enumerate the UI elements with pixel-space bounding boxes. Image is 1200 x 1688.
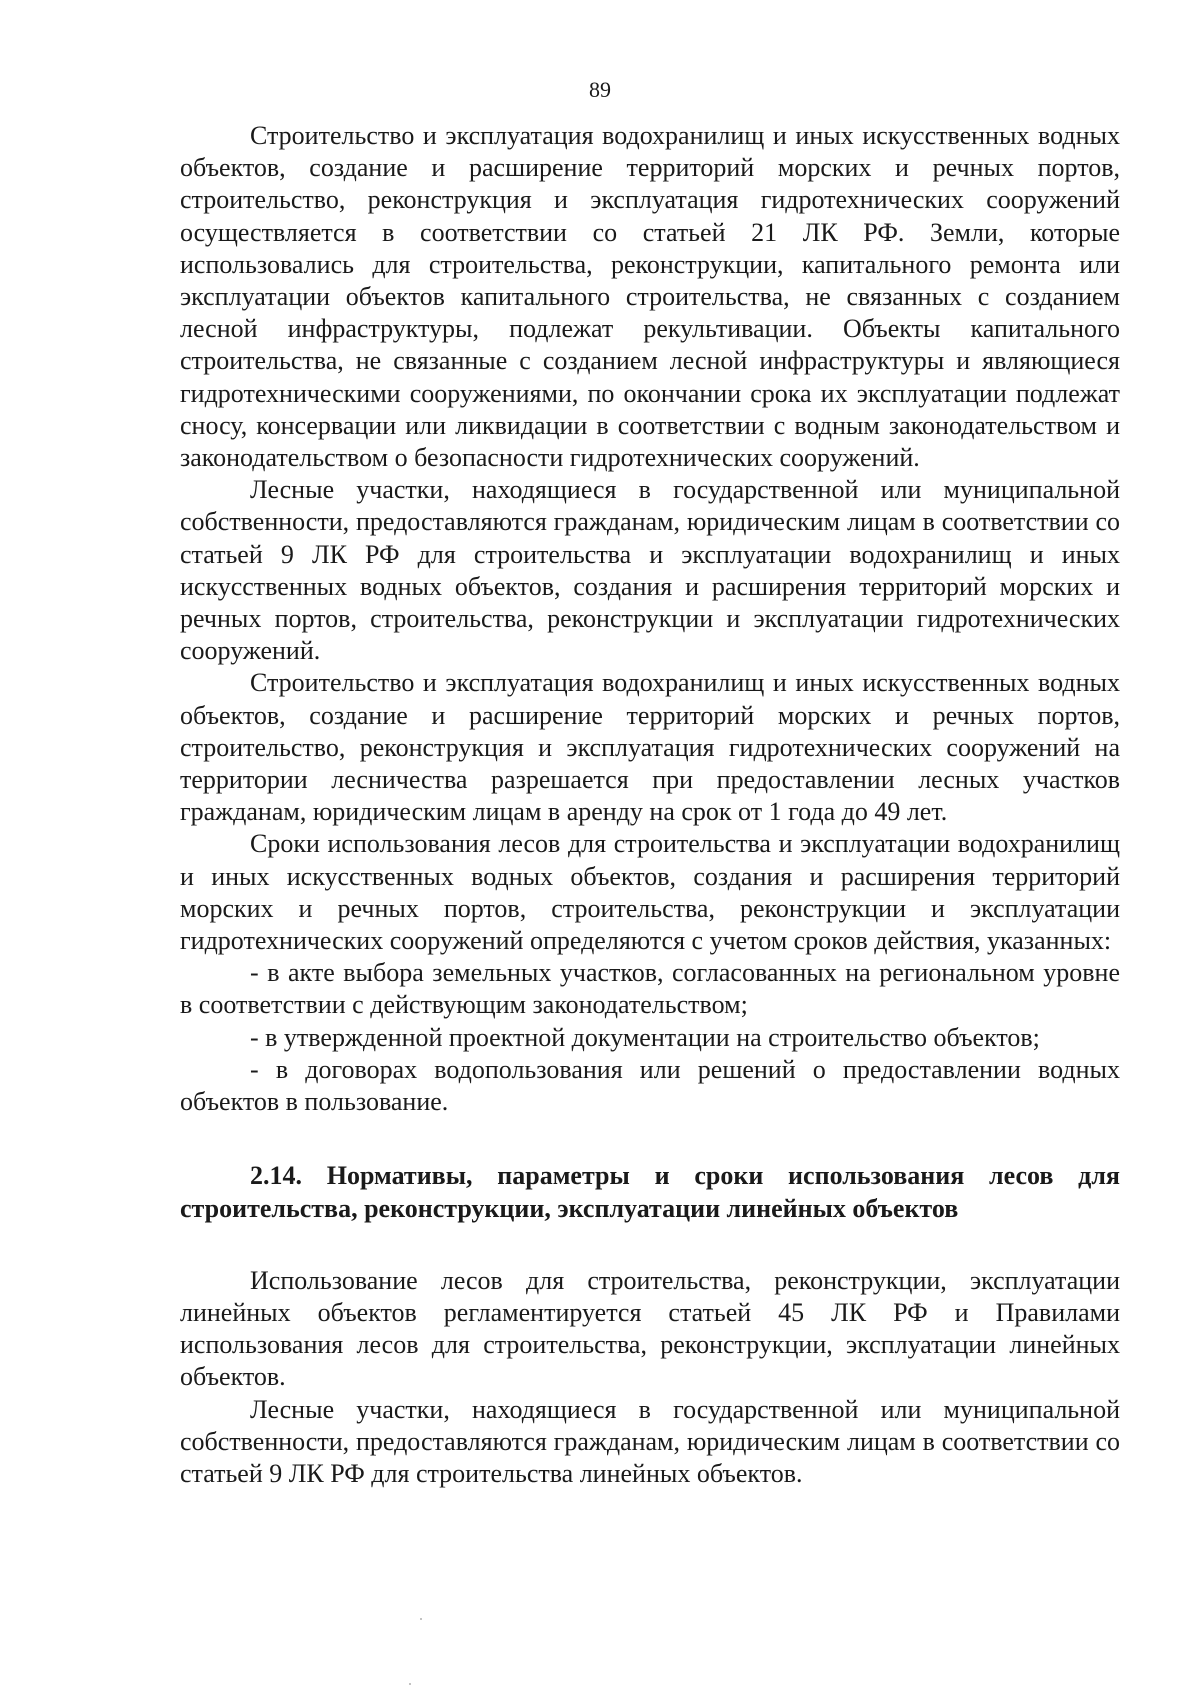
page-content [180, 120, 1120, 1490]
paragraph-linear-objects-regulation: Использование лесов для строительства, реконструкции, эксплуатации линейных объектов регламентируется статьей 45 ЛК РФ и Правилами использования лесов для строительства, реконструкции, эксплуатации линейных объектов. [180, 1265, 1120, 1392]
paragraph-forest-plots-provision: Лесные участки, находящиеся в государственной или муниципальной собственности, предоставляются гражданам, юридическим лицам в соответствии со статьей 9 ЛК РФ для строительства и эксплуатации водохранилищ и иных искусственных водных объектов, создания и расширения территорий морских и речных портов, строительства, реконструкции и эксплуатации гидротехнических сооружений. [180, 475, 1120, 666]
paragraph-reservoir-construction: Строительство и эксплуатация водохранилищ и иных искусственных водных объектов, создание и расширение территорий морских и речных портов, строительство, реконструкция и эксплуатация гидротехнических сооружений осуществляется в соответствии со статьей 21 ЛК РФ. Земли, которые использовались для строительства, реконструкции, капитального ремонта или эксплуатации объектов капитального строительства, не связанных с созданием лесной инфраструктуры, подлежат рекультивации. Объекты капитального строительства, не связанные с созданием лесной инфраструктуры и являющиеся гидротехническими сооружениями, по окончании срока их эксплуатации подлежат сносу, консервации или ликвидации в соответствии с водным законодательством и законодательством о безопасности гидротехнических сооружений. [180, 121, 1120, 473]
page-number: 89 [589, 77, 611, 102]
paragraph-usage-periods: Сроки использования лесов для строительства и эксплуатации водохранилищ и иных искусственных водных объектов, создания и расширения территорий морских и речных портов, строительства, реконструкции и эксплуатации гидротехнических сооружений определяются с учетом сроков действия, указанных: [180, 829, 1120, 956]
list-item-project-documentation: - в утвержденной проектной документации на строительство объектов; [250, 1022, 1040, 1052]
list-item-water-use-agreements: - в договорах водопользования или решений о предоставлении водных объектов в пользование. [180, 1054, 1120, 1117]
paragraph-linear-objects-provision: Лесные участки, находящиеся в государственной или муниципальной собственности, предоставляются гражданам, юридическим лицам в соответствии со статьей 9 ЛК РФ для строительства линейных объектов. [180, 1394, 1120, 1488]
scan-speck [420, 1618, 422, 1620]
paragraph-lease-terms: Строительство и эксплуатация водохранилищ и иных искусственных водных объектов, создание и расширение территорий морских и речных портов, строительство, реконструкция и эксплуатация гидротехнических сооружений на территории лесничества разрешается при предоставлении лесных участков гражданам, юридическим лицам в аренду на срок от 1 года до 49 лет. [180, 668, 1120, 827]
list-item-land-selection-act: - в акте выбора земельных участков, согласованных на региональном уровне в соответствии с действующим законодательством; [180, 958, 1120, 1020]
scan-speck [409, 1683, 411, 1685]
section-heading-2-14: 2.14. Нормативы, параметры и сроки использования лесов для строительства, реконструкции, эксплуатации линейных объектов [180, 1161, 1120, 1223]
